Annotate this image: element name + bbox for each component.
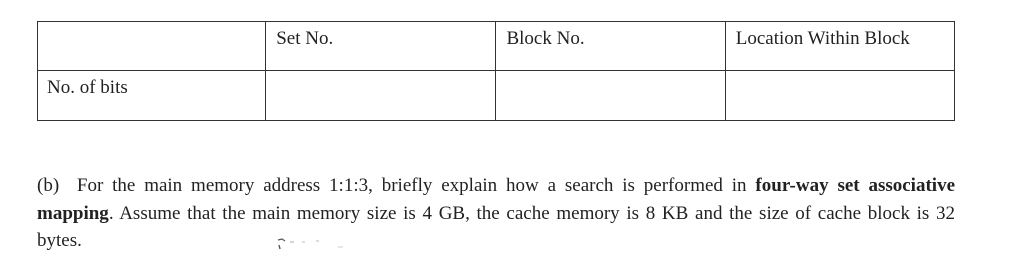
header-cell-set-no: Set No.	[266, 22, 496, 71]
row-label-no-of-bits: No. of bits	[38, 71, 266, 121]
header-cell-location: Location Within Block	[725, 22, 954, 71]
question-text-part1: For the main memory address 1:1:3, briefly explain how a search is performed in	[76, 175, 756, 196]
question-paragraph	[37, 172, 955, 255]
question-bold-term: four-way set associative mapping	[37, 175, 956, 224]
stray-ink-mark	[276, 236, 346, 250]
cell-block-no-bits[interactable]	[496, 71, 725, 121]
table-row	[38, 71, 955, 121]
table-header-row	[38, 22, 955, 71]
cell-set-no-bits[interactable]	[266, 71, 496, 121]
cell-location-bits[interactable]	[725, 71, 954, 121]
question-label: (b)	[37, 175, 60, 196]
header-cell-empty	[38, 22, 266, 71]
bits-table	[37, 21, 955, 121]
question-text-part2: . Assume that the main memory size is 4 GB, the cache memory is 8 KB and the size of cache block is 32 bytes.	[37, 202, 955, 251]
header-cell-block-no: Block No.	[496, 22, 725, 71]
